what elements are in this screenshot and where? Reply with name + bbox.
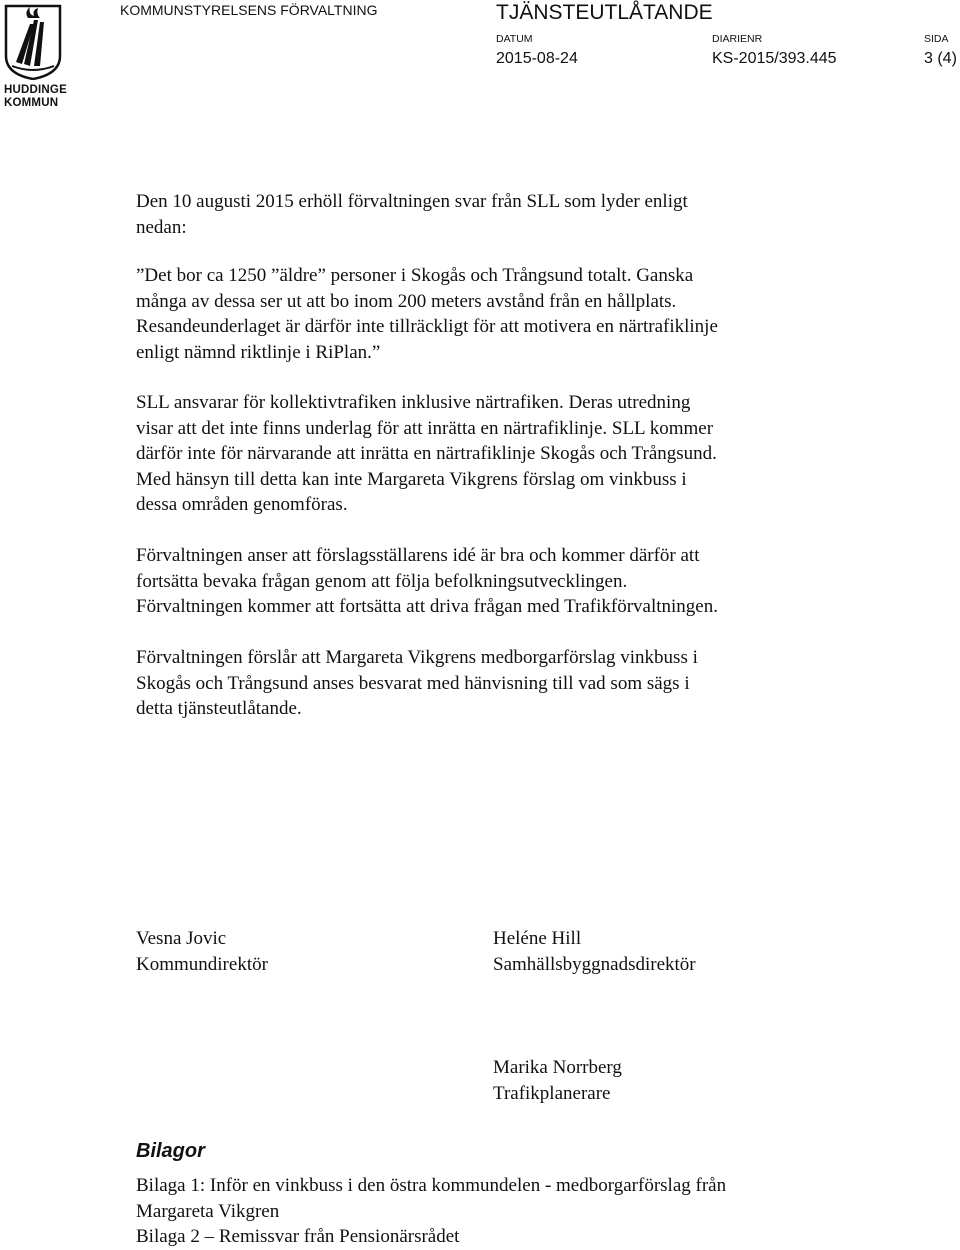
document-type: TJÄNSTEUTLÅTANDE — [496, 1, 713, 24]
date-value: 2015-08-24 — [496, 50, 578, 67]
text-line: Förvaltningen anser att förslagsställarens idé är bra och kommer därför att — [136, 545, 700, 566]
signatory-title: Trafikplanerare — [493, 1083, 611, 1104]
text-line: Skogås och Trångsund anses besvarat med hänvisning till vad som sägs i — [136, 672, 690, 694]
signatory-name: Heléne Hill — [493, 928, 582, 949]
intro-paragraph — [136, 189, 836, 240]
signature-block — [493, 926, 696, 978]
text-line: detta tjänsteutlåtande. — [136, 698, 302, 719]
text-line: dessa områden genomföras. — [136, 494, 348, 515]
text-line: Förvaltningen förslår att Margareta Vikgrens medborgarförslag vinkbuss i — [136, 647, 698, 668]
signatory-name: Marika Norrberg — [493, 1057, 622, 1078]
signatory-title: Samhällsbyggnadsdirektör — [493, 954, 696, 975]
text-line: visar att det inte finns underlag för att inrätta en närtrafiklinje. SLL kommer — [136, 417, 714, 439]
logo-text-line2: KOMMUN — [4, 97, 59, 109]
signature-block — [136, 926, 268, 978]
text-line: Med hänsyn till detta kan inte Margareta Vikgrens förslag om vinkbuss i — [136, 468, 687, 490]
signature-block — [493, 1055, 622, 1107]
quote-paragraph-1 — [136, 263, 836, 365]
attachments-list — [136, 1173, 836, 1250]
text-line: Den 10 augusti 2015 erhöll förvaltningen svar från SLL som lyder enligt — [136, 191, 688, 212]
logo-text-line1: HUDDINGE — [4, 84, 67, 96]
torch-emblem-icon — [4, 4, 62, 80]
huddinge-logo — [4, 4, 67, 109]
text-line: många av dessa ser ut att bo inom 200 meters avstånd från en hållplats. — [136, 290, 677, 312]
attachments-heading: Bilagor — [136, 1140, 205, 1162]
date-label: DATUM — [496, 33, 533, 45]
assessment-paragraph — [136, 543, 836, 620]
text-line: SLL ansvarar för kollektivtrafiken inklusive närtrafiken. Deras utredning — [136, 392, 691, 413]
attachment-item: Margareta Vikgren — [136, 1200, 280, 1222]
text-line: fortsätta bevaka frågan genom att följa befolkningsutvecklingen. — [136, 570, 628, 592]
text-line: därför inte för närvarande att inrätta en närtrafiklinje Skogås och Trångsund. — [136, 443, 717, 464]
organization-name: KOMMUNSTYRELSENS FÖRVALTNING — [120, 2, 378, 18]
attachment-item: Bilaga 1: Inför en vinkbuss i den östra kommundelen - medborgarförslag från — [136, 1175, 727, 1196]
page-label: SIDA — [924, 33, 949, 45]
proposal-paragraph — [136, 645, 836, 722]
text-line: Förvaltningen kommer att fortsätta att driva frågan med Trafikförvaltningen. — [136, 596, 718, 617]
text-line: ”Det bor ca 1250 ”äldre” personer i Skogås och Trångsund totalt. Ganska — [136, 265, 694, 286]
page-value: 3 (4) — [924, 50, 957, 67]
logo-text — [4, 84, 67, 110]
text-line: nedan: — [136, 216, 187, 238]
text-line: enligt nämnd riktlinje i RiPlan.” — [136, 341, 381, 363]
text-line: Resandeunderlaget är därför inte tillräckligt för att motivera en närtrafiklinje — [136, 316, 718, 337]
diarie-label: DIARIENR — [712, 33, 763, 45]
signatory-name: Vesna Jovic — [136, 928, 227, 949]
diarie-value: KS-2015/393.445 — [712, 50, 837, 67]
signatory-title: Kommundirektör — [136, 954, 268, 975]
attachment-item: Bilaga 2 – Remissvar från Pensionärsrådet — [136, 1226, 460, 1247]
quote-paragraph-2 — [136, 390, 836, 518]
